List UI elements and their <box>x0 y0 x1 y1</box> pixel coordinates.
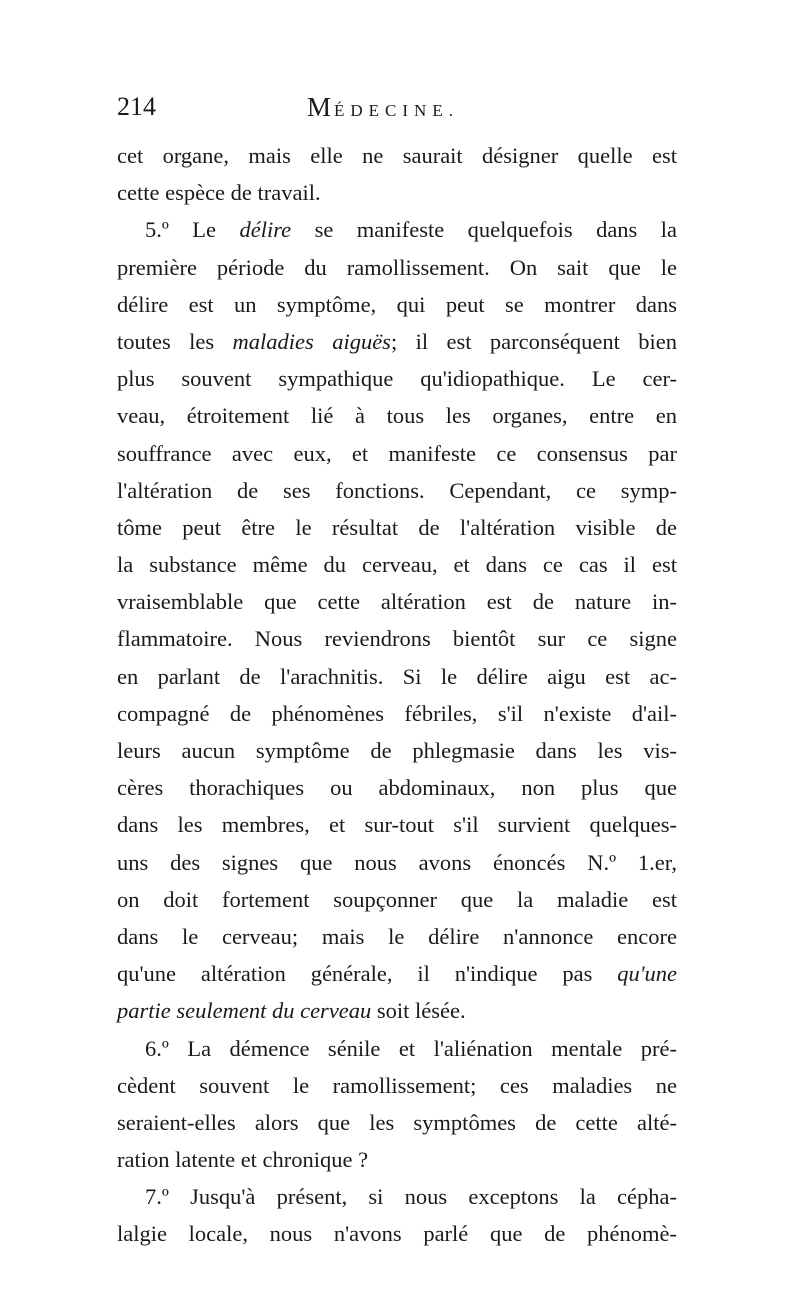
running-head-initial: M <box>307 92 335 122</box>
text-line: l'altération de ses fonctions. Cependant, ce symp- <box>117 477 677 503</box>
paragraph-start-line: 7.º Jusqu'à présent, si nous exceptons la cépha- <box>145 1184 677 1210</box>
text-line: plus souvent sympathique qu'idiopathique. Le cer- <box>117 366 677 392</box>
text-line: uns des signes que nous avons énoncés N.º 1.er, <box>117 849 677 875</box>
text-line: flammatoire. Nous reviendrons bientôt sur ce signe <box>117 626 677 652</box>
page-header <box>117 92 677 132</box>
italic-phrase: partie seulement du cerveau <box>117 998 372 1024</box>
text-line: première période du ramollissement. On sait que le <box>117 254 677 280</box>
body-text <box>117 137 677 1253</box>
text-line: vraisemblable que cette altération est de nature in- <box>117 589 677 615</box>
text-line: seraient-elles alors que les symptômes de cette alté- <box>117 1109 677 1135</box>
text-line: qu'une altération générale, il n'indique pas qu'une <box>117 961 677 987</box>
italic-phrase: qu'une <box>617 961 677 987</box>
text-line: cères thorachiques ou abdominaux, non plus que <box>117 775 677 801</box>
text-line: toutes les maladies aiguës; il est parconséquent bien <box>117 328 677 354</box>
text-line: compagné de phénomènes fébriles, s'il n'existe d'ail- <box>117 700 677 726</box>
text-line: lalgie locale, nous n'avons parlé que de phénomè- <box>117 1221 677 1247</box>
text-line: la substance même du cerveau, et dans ce cas il est <box>117 552 677 578</box>
italic-term: maladies aiguës <box>232 328 391 354</box>
text-line: dans le cerveau; mais le délire n'annonce encore <box>117 923 677 949</box>
text-line: veau, étroitement lié à tous les organes, entre en <box>117 403 677 429</box>
text-line: dans les membres, et sur-tout s'il survient quelques- <box>117 812 677 838</box>
paragraph-start-line: 6.º La démence sénile et l'aliénation mentale pré- <box>145 1035 677 1061</box>
text-line: cette espèce de travail. <box>117 180 321 206</box>
text-line: tôme peut être le résultat de l'altération visible de <box>117 514 677 540</box>
text-line: leurs aucun symptôme de phlegmasie dans les vis- <box>117 738 677 763</box>
text-line: souffrance avec eux, et manifeste ce consensus par <box>117 440 677 466</box>
page-number: 214 <box>117 92 156 121</box>
text-line: cèdent souvent le ramollissement; ces maladies ne <box>117 1072 677 1098</box>
running-head <box>307 92 459 123</box>
text-line: en parlant de l'arachnitis. Si le délire aigu est ac- <box>117 663 677 689</box>
text-line: délire est un symptôme, qui peut se montrer dans <box>117 291 677 317</box>
text-line: ration latente et chronique ? <box>117 1147 369 1173</box>
running-head-rest: ÉDECINE. <box>334 101 459 120</box>
paragraph-start-line: 5.º Le délire se manifeste quelquefois dans la <box>145 217 677 243</box>
text-line: partie seulement du cerveau soit lésée. <box>117 998 466 1024</box>
italic-term: délire <box>239 217 292 243</box>
text-line: cet organe, mais elle ne saurait désigner quelle est <box>117 143 677 168</box>
text-line: on doit fortement soupçonner que la maladie est <box>117 886 677 912</box>
